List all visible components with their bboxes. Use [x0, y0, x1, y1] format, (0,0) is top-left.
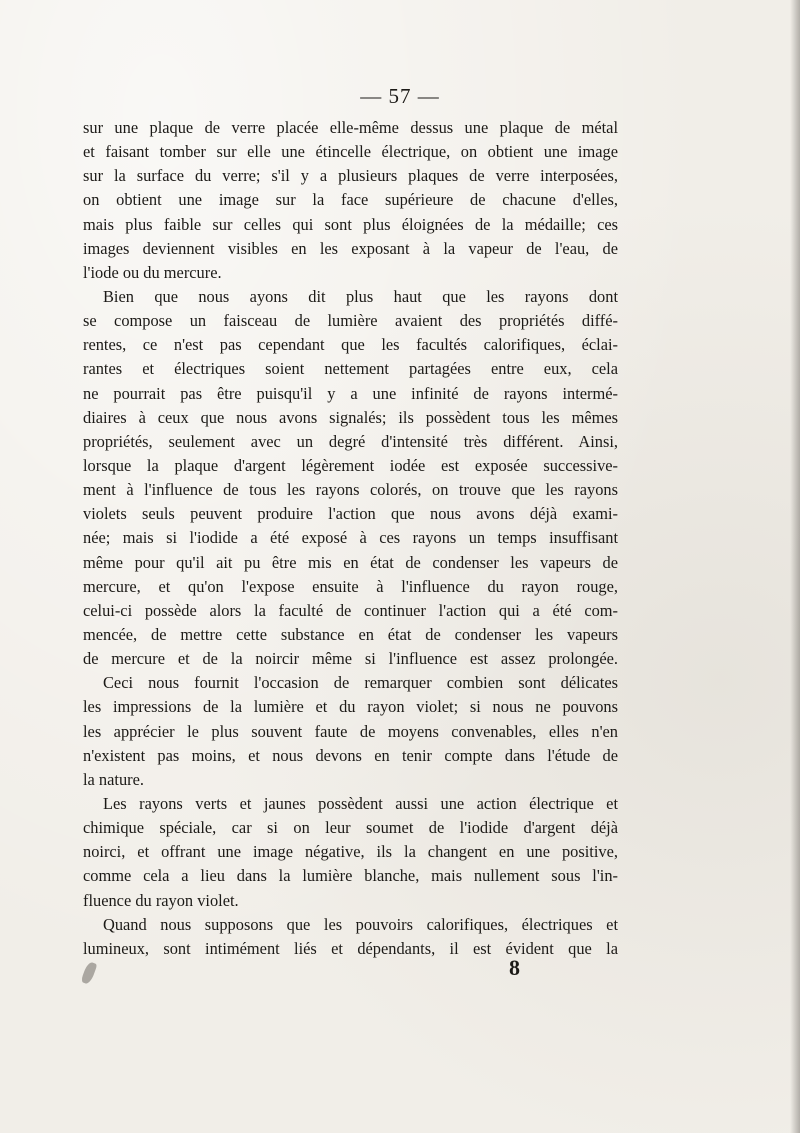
text-line: celui-ci possède alors la faculté de continuer l'action qui a été com-: [83, 600, 618, 620]
text-line: se compose un faisceau de lumière avaient des propriétés diffé-: [83, 311, 618, 331]
text-line: Les rayons verts et jaunes possèdent aussi une action électrique et: [103, 793, 618, 813]
text-line: les impressions de la lumière et du rayon violet; si nous ne pouvons: [83, 697, 618, 717]
text-line: et faisant tomber sur elle une étincelle électrique, on obtient une image: [83, 142, 618, 162]
text-line: les apprécier le plus souvent faute de moyens convenables, elles n'en: [83, 721, 618, 741]
body-text: [83, 116, 618, 961]
text-line: mercure, et qu'on l'expose ensuite à l'influence du rayon rouge,: [83, 576, 618, 596]
text-line: ment à l'influence de tous les rayons colorés, on trouve que les rayons: [83, 480, 618, 500]
text-line: l'iode ou du mercure.: [83, 262, 222, 282]
text-line: lumineux, sont intimément liés et dépendants, il est évident que la: [83, 938, 618, 958]
text-line: sur la surface du verre; s'il y a plusieurs plaques de verre interposées,: [83, 166, 618, 186]
signature-mark: 8: [509, 955, 520, 980]
text-line: violets seuls peuvent produire l'action que nous avons déjà exami-: [83, 504, 618, 524]
text-line: rentes, ce n'est pas cependant que les facultés calorifiques, éclai-: [83, 335, 618, 355]
text-line: la nature.: [83, 769, 144, 789]
text-line: on obtient une image sur la face supérieure de chacune d'elles,: [83, 190, 618, 210]
text-line: diaires à ceux que nous avons signalés; ils possèdent tous les mêmes: [83, 407, 618, 427]
text-line: Ceci nous fournit l'occasion de remarquer combien sont délicates: [103, 673, 618, 693]
page-number: — 57 —: [360, 84, 440, 108]
text-line: Bien que nous ayons dit plus haut que les rayons dont: [103, 286, 618, 306]
text-line: même pour qu'il ait pu être mis en état de condenser les vapeurs de: [83, 552, 618, 572]
page-edge-shadow: [790, 0, 800, 1133]
text-line: fluence du rayon violet.: [83, 890, 239, 910]
text-line: née; mais si l'iodide a été exposé à ces rayons un temps insuffisant: [83, 528, 618, 548]
text-line: ne pourrait pas être puisqu'il y a une infinité de rayons intermé-: [83, 383, 618, 403]
text-line: rantes et électriques soient nettement partagées entre eux, cela: [83, 359, 618, 379]
text-line: lorsque la plaque d'argent légèrement iodée est exposée successive-: [83, 455, 618, 475]
text-line: chimique spéciale, car si on leur soumet de l'iodide d'argent déjà: [83, 818, 618, 838]
text-line: images deviennent visibles en les exposant à la vapeur de l'eau, de: [83, 238, 618, 258]
text-line: noirci, et offrant une image négative, ils la changent en une positive,: [83, 842, 618, 862]
text-line: de mercure et de la noircir même si l'influence est assez prolongée.: [83, 649, 618, 669]
text-line: Quand nous supposons que les pouvoirs calorifiques, électriques et: [103, 914, 618, 934]
text-line: propriétés, seulement avec un degré d'intensité très différent. Ainsi,: [83, 431, 618, 451]
text-line: comme cela a lieu dans la lumière blanche, mais nullement sous l'in-: [83, 866, 618, 886]
text-line: mais plus faible sur celles qui sont plus éloignées de la médaille; ces: [83, 214, 618, 234]
text-line: n'existent pas moins, et nous devons en tenir compte dans l'étude de: [83, 745, 618, 765]
ink-blot: [81, 961, 98, 985]
text-line: sur une plaque de verre placée elle-même dessus une plaque de métal: [83, 118, 618, 137]
text-line: mencée, de mettre cette substance en état de condenser les vapeurs: [83, 624, 618, 644]
